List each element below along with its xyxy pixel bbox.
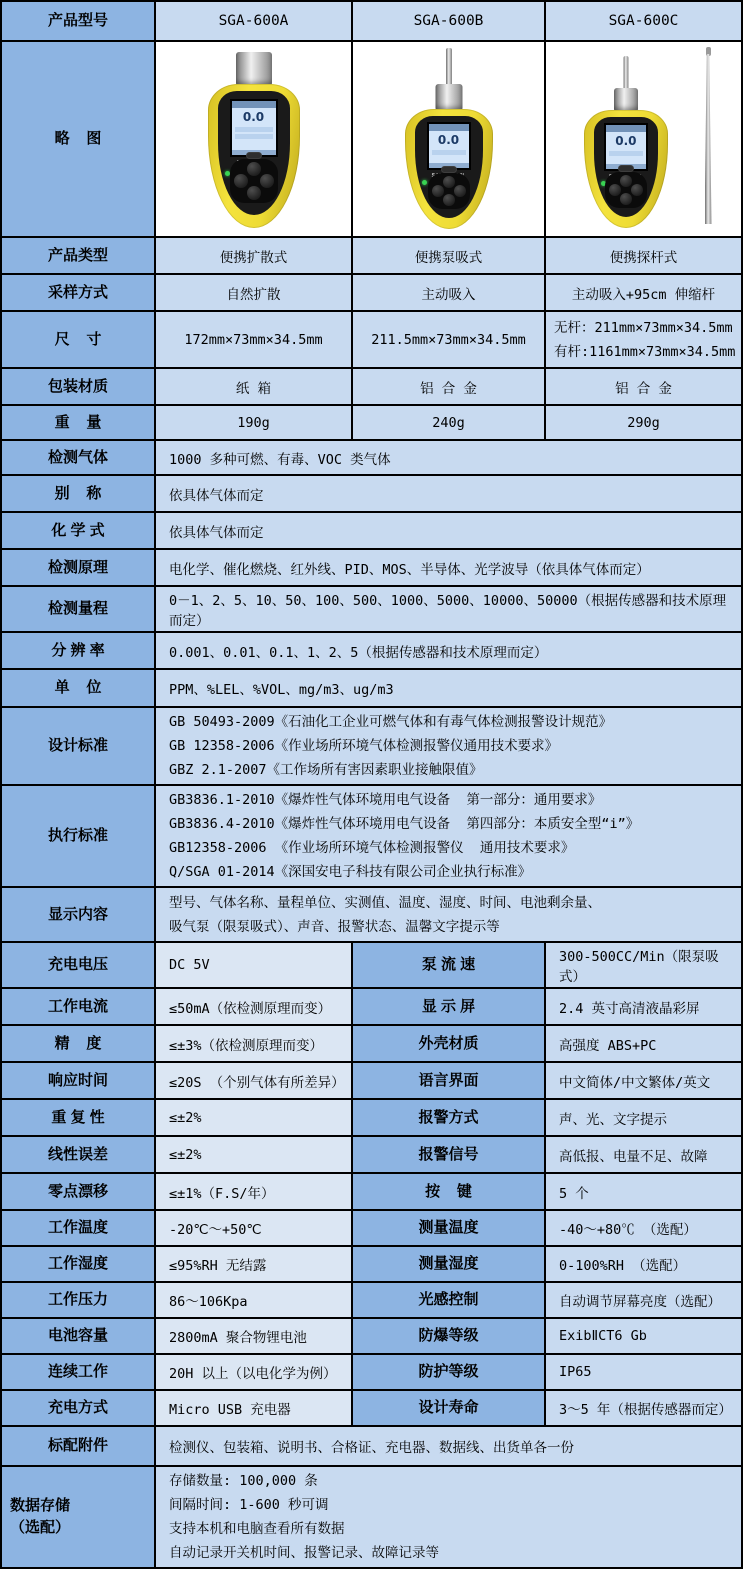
row-design-standard: [2, 708, 743, 786]
model-name-sga600c: SGA-600C: [546, 2, 743, 40]
row-label: 语言界面: [353, 1063, 546, 1098]
row-label: 显 示 屏: [353, 989, 546, 1024]
row-label: 测量温度: [353, 1211, 546, 1245]
standard-line: GB3836.4-2010《爆炸性气体环境用电气设备 第四部分：本质安全型“i”》: [169, 816, 640, 832]
row-label: 响应时间: [2, 1063, 156, 1098]
product-image-cell: [156, 42, 353, 236]
cell-value: PPM、%LEL、%VOL、mg/m3、ug/m3: [156, 670, 743, 706]
dimension-line: 有杆:1161mm×73mm×34.5mm: [554, 343, 736, 360]
display-line: 吸气泵（限泵吸式）、声音、报警状态、温馨文字提示等: [169, 918, 500, 935]
label-line: （选配）: [10, 1519, 71, 1536]
row-label: 设计寿命: [353, 1391, 546, 1425]
row-working-current-display: [2, 989, 743, 1026]
cell-value: 电化学、催化燃烧、红外线、PID、MOS、半导体、光学波导（依具体气体而定）: [156, 550, 743, 585]
cell-value: 纸 箱: [156, 369, 353, 404]
cell-value: [546, 312, 743, 367]
cell-value: ≤95%RH 无结露: [156, 1247, 353, 1281]
screen-topbar: [429, 124, 469, 131]
keypad: [428, 173, 470, 209]
keypad-button: [443, 176, 455, 188]
row-sketch: [2, 42, 743, 238]
row-charging-method-design-life: [2, 1391, 743, 1427]
row-label: 线性误差: [2, 1137, 156, 1172]
cell-value: 便携泵吸式: [353, 238, 546, 273]
row-accuracy-shell-material: [2, 1026, 743, 1063]
keypad: [230, 159, 278, 203]
row-label: 工作压力: [2, 1283, 156, 1317]
keypad-button: [247, 162, 261, 176]
row-label: 工作湿度: [2, 1247, 156, 1281]
cell-value: 172mm×73mm×34.5mm: [156, 312, 353, 367]
device-face: [594, 117, 658, 217]
cell-value: -20℃～+50℃: [156, 1211, 353, 1245]
screen-value: 0.0: [437, 133, 460, 147]
row-label: 尺 寸: [2, 312, 156, 367]
row-response-time-language: [2, 1063, 743, 1100]
display-line: 型号、气体名称、量程单位、实测值、温度、湿度、时间、电池剩余量、: [169, 894, 601, 911]
cell-value: 检测仪、包装箱、说明书、合格证、充电器、数据线、出货单各一份: [156, 1427, 743, 1465]
keypad-button: [620, 193, 632, 205]
probe-rod-icon: [446, 48, 452, 86]
row-sampling-method: [2, 275, 743, 312]
row-label: 产品型号: [2, 2, 156, 40]
device-face: [218, 91, 290, 215]
standard-line: GBZ 2.1-2007《工作场所有害因素职业接触限值》: [169, 762, 483, 778]
device-image-sga-600b: [361, 44, 536, 234]
cell-value: [156, 1467, 743, 1567]
cell-value: -40～+80℃ （选配）: [546, 1211, 743, 1245]
row-charge-voltage-pump-flow: [2, 943, 743, 989]
device-body: [405, 109, 493, 229]
row-label: 工作电流: [2, 989, 156, 1024]
cell-value: ≤±3%（依检测原理而变）: [156, 1026, 353, 1061]
cell-value: 主动吸入+95cm 伸缩杆: [546, 275, 743, 310]
screen-line: [609, 151, 643, 156]
keypad-button: [454, 185, 466, 197]
lcd-screen: [230, 99, 278, 157]
row-label: 零点漂移: [2, 1174, 156, 1209]
led-indicator: [422, 180, 427, 185]
screen-topbar: [232, 101, 276, 108]
cell-value: Micro USB 充电器: [156, 1391, 353, 1425]
row-label: 防爆等级: [353, 1319, 546, 1353]
row-label: 精 度: [2, 1026, 156, 1061]
cell-value: 铝 合 金: [353, 369, 546, 404]
lcd-screen: [604, 123, 648, 171]
row-linearity-alarm-signal: [2, 1137, 743, 1174]
row-label: 外壳材质: [353, 1026, 546, 1061]
keypad: [605, 172, 647, 208]
row-detection-principle: [2, 550, 743, 587]
cell-value: ≤±2%: [156, 1100, 353, 1135]
row-label: 单 位: [2, 670, 156, 706]
row-product-model: [2, 2, 743, 42]
row-label: 防护等级: [353, 1355, 546, 1389]
row-label: 连续工作: [2, 1355, 156, 1389]
row-label: 工作温度: [2, 1211, 156, 1245]
row-data-storage: [2, 1467, 743, 1569]
keypad-button: [609, 184, 621, 196]
device-image-sga-600c: [556, 44, 732, 234]
cell-value: 211.5mm×73mm×34.5mm: [353, 312, 546, 367]
standard-line: GB12358-2006 《作业场所环境气体检测报警仪 通用技术要求》: [169, 840, 575, 856]
cell-value: 自然扩散: [156, 275, 353, 310]
cell-value: 20H 以上（以电化学为例）: [156, 1355, 353, 1389]
telescopic-probe-icon: [705, 54, 712, 224]
cell-value: ExibⅡCT6 Gb: [546, 1319, 743, 1353]
row-label: 报警信号: [353, 1137, 546, 1172]
cell-value: 5 个: [546, 1174, 743, 1209]
cell-value: 依具体气体而定: [156, 513, 743, 548]
keypad-button: [620, 175, 632, 187]
device-image-sga-600a: [166, 44, 342, 234]
cell-value: [156, 888, 743, 941]
row-label: 检测气体: [2, 441, 156, 474]
cell-value: 300-500CC/Min（限泵吸式）: [546, 943, 743, 987]
device-face: [415, 116, 483, 218]
lcd-screen: [427, 122, 471, 170]
menu-button-icon: [441, 166, 457, 173]
row-resolution: [2, 633, 743, 670]
cell-value: DC 5V: [156, 943, 353, 987]
keypad-button: [247, 186, 261, 200]
menu-button-icon: [618, 165, 634, 172]
screen-line: [235, 134, 273, 139]
probe-rod-icon: [623, 56, 628, 90]
sensor-head-icon: [614, 88, 638, 112]
cell-value: 便携扩散式: [156, 238, 353, 273]
row-label: 按 键: [353, 1174, 546, 1209]
screen-line: [235, 127, 273, 132]
storage-line: 支持本机和电脑查看所有数据: [169, 1521, 345, 1537]
row-label: 分 辨 率: [2, 633, 156, 668]
cell-value: 1000 多种可燃、有毒、VOC 类气体: [156, 441, 743, 474]
cell-value: ≤20S （个别气体有所差异）: [156, 1063, 353, 1098]
row-label: 泵 流 速: [353, 943, 546, 987]
cell-value: ≤±2%: [156, 1137, 353, 1172]
cell-value: 240g: [353, 406, 546, 439]
cell-value: ≤50mA（依检测原理而变）: [156, 989, 353, 1024]
storage-line: 间隔时间: 1-600 秒可调: [169, 1497, 329, 1513]
row-detection-range: [2, 587, 743, 633]
row-chemical-formula: [2, 513, 743, 550]
model-name-sga600a: SGA-600A: [156, 2, 353, 40]
row-label: [2, 1467, 156, 1567]
dimension-line: 无杆：211mm×73mm×34.5mm: [554, 319, 733, 336]
screen-line: [432, 150, 466, 155]
row-label: 充电方式: [2, 1391, 156, 1425]
cell-value: 86～106Kpa: [156, 1283, 353, 1317]
keypad-button: [260, 174, 274, 188]
cell-value: 0-100%RH （选配）: [546, 1247, 743, 1281]
row-working-temp-measure-temp: [2, 1211, 743, 1247]
row-detected-gas: [2, 441, 743, 476]
keypad-button: [443, 194, 455, 206]
row-label: 报警方式: [353, 1100, 546, 1135]
standard-line: GB 12358-2006《作业场所环境气体检测报警仪通用技术要求》: [169, 738, 559, 754]
row-label: 重 复 性: [2, 1100, 156, 1135]
cell-value: [156, 786, 743, 886]
cell-value: 依具体气体而定: [156, 476, 743, 511]
row-display-content: [2, 888, 743, 943]
keypad-button: [631, 184, 643, 196]
cell-value: 高强度 ABS+PC: [546, 1026, 743, 1061]
row-label: 采样方式: [2, 275, 156, 310]
cell-value: 中文简体/中文繁体/英文: [546, 1063, 743, 1098]
row-label: 执行标准: [2, 786, 156, 886]
device-body: [584, 110, 668, 228]
row-label: 包装材质: [2, 369, 156, 404]
sensor-head-icon: [435, 84, 462, 111]
row-working-humidity-measure-humidity: [2, 1247, 743, 1283]
cell-value: [156, 708, 743, 784]
cell-value: 290g: [546, 406, 743, 439]
standard-line: Q/SGA 01-2014《深国安电子科技有限公司企业执行标准》: [169, 864, 532, 880]
row-label: 别 称: [2, 476, 156, 511]
cell-value: 0－1、2、5、10、50、100、500、1000、5000、10000、50000（根据传感器和技术原理而定）: [156, 587, 743, 631]
row-label: 产品类型: [2, 238, 156, 273]
row-label: 略 图: [2, 42, 156, 236]
model-name-sga600b: SGA-600B: [353, 2, 546, 40]
row-label: 检测原理: [2, 550, 156, 585]
row-weight: [2, 406, 743, 441]
product-image-cell: [353, 42, 546, 236]
row-label: 化 学 式: [2, 513, 156, 548]
keypad-button: [234, 174, 248, 188]
screen-value: 0.0: [615, 134, 637, 148]
row-label: 检测量程: [2, 587, 156, 631]
standard-line: GB3836.1-2010《爆炸性气体环境用电气设备 第一部分：通用要求》: [169, 792, 602, 808]
row-battery-explosionproof: [2, 1319, 743, 1355]
row-label: 设计标准: [2, 708, 156, 784]
screen-topbar: [606, 125, 646, 132]
cell-value: ≤±1%（F.S/年）: [156, 1174, 353, 1209]
cell-value: 便携探杆式: [546, 238, 743, 273]
row-continuous-work-protection: [2, 1355, 743, 1391]
standard-line: GB 50493-2009《石油化工企业可燃气体和有毒气体检测报警设计规范》: [169, 714, 613, 730]
row-label: 测量湿度: [353, 1247, 546, 1281]
row-label: 光感控制: [353, 1283, 546, 1317]
cell-value: 190g: [156, 406, 353, 439]
device-body: [208, 84, 300, 228]
row-product-type: [2, 238, 743, 275]
cell-value: 2.4 英寸高清液晶彩屏: [546, 989, 743, 1024]
screen-value: 0.0: [242, 110, 265, 124]
cell-value: 高低报、电量不足、故障: [546, 1137, 743, 1172]
cell-value: 0.001、0.01、0.1、1、2、5（根据传感器和技术原理而定）: [156, 633, 743, 668]
row-label: 电池容量: [2, 1319, 156, 1353]
label-line: 数据存储: [10, 1497, 71, 1514]
menu-button-icon: [246, 152, 262, 159]
product-image-cell: [546, 42, 743, 236]
row-label: 显示内容: [2, 888, 156, 941]
storage-line: 自动记录开关机时间、报警记录、故障记录等: [169, 1545, 439, 1561]
keypad-button: [432, 185, 444, 197]
row-dimensions: [2, 312, 743, 369]
cell-value: 铝 合 金: [546, 369, 743, 404]
row-label: 重 量: [2, 406, 156, 439]
cell-value: 自动调节屏幕亮度（选配）: [546, 1283, 743, 1317]
cell-value: 3～5 年（根据传感器而定）: [546, 1391, 743, 1425]
row-unit: [2, 670, 743, 708]
cell-value: 主动吸入: [353, 275, 546, 310]
row-working-pressure-light-control: [2, 1283, 743, 1319]
sensor-head-icon: [236, 52, 272, 86]
row-repeatability-alarm-mode: [2, 1100, 743, 1137]
storage-line: 存储数量: 100,000 条: [169, 1473, 318, 1489]
row-standard-accessories: [2, 1427, 743, 1467]
row-alias: [2, 476, 743, 513]
row-label: 标配附件: [2, 1427, 156, 1465]
row-packing-material: [2, 369, 743, 406]
row-zero-drift-buttons: [2, 1174, 743, 1211]
cell-value: 2800mA 聚合物锂电池: [156, 1319, 353, 1353]
row-label: 充电电压: [2, 943, 156, 987]
row-execution-standard: [2, 786, 743, 888]
cell-value: 声、光、文字提示: [546, 1100, 743, 1135]
cell-value: IP65: [546, 1355, 743, 1389]
